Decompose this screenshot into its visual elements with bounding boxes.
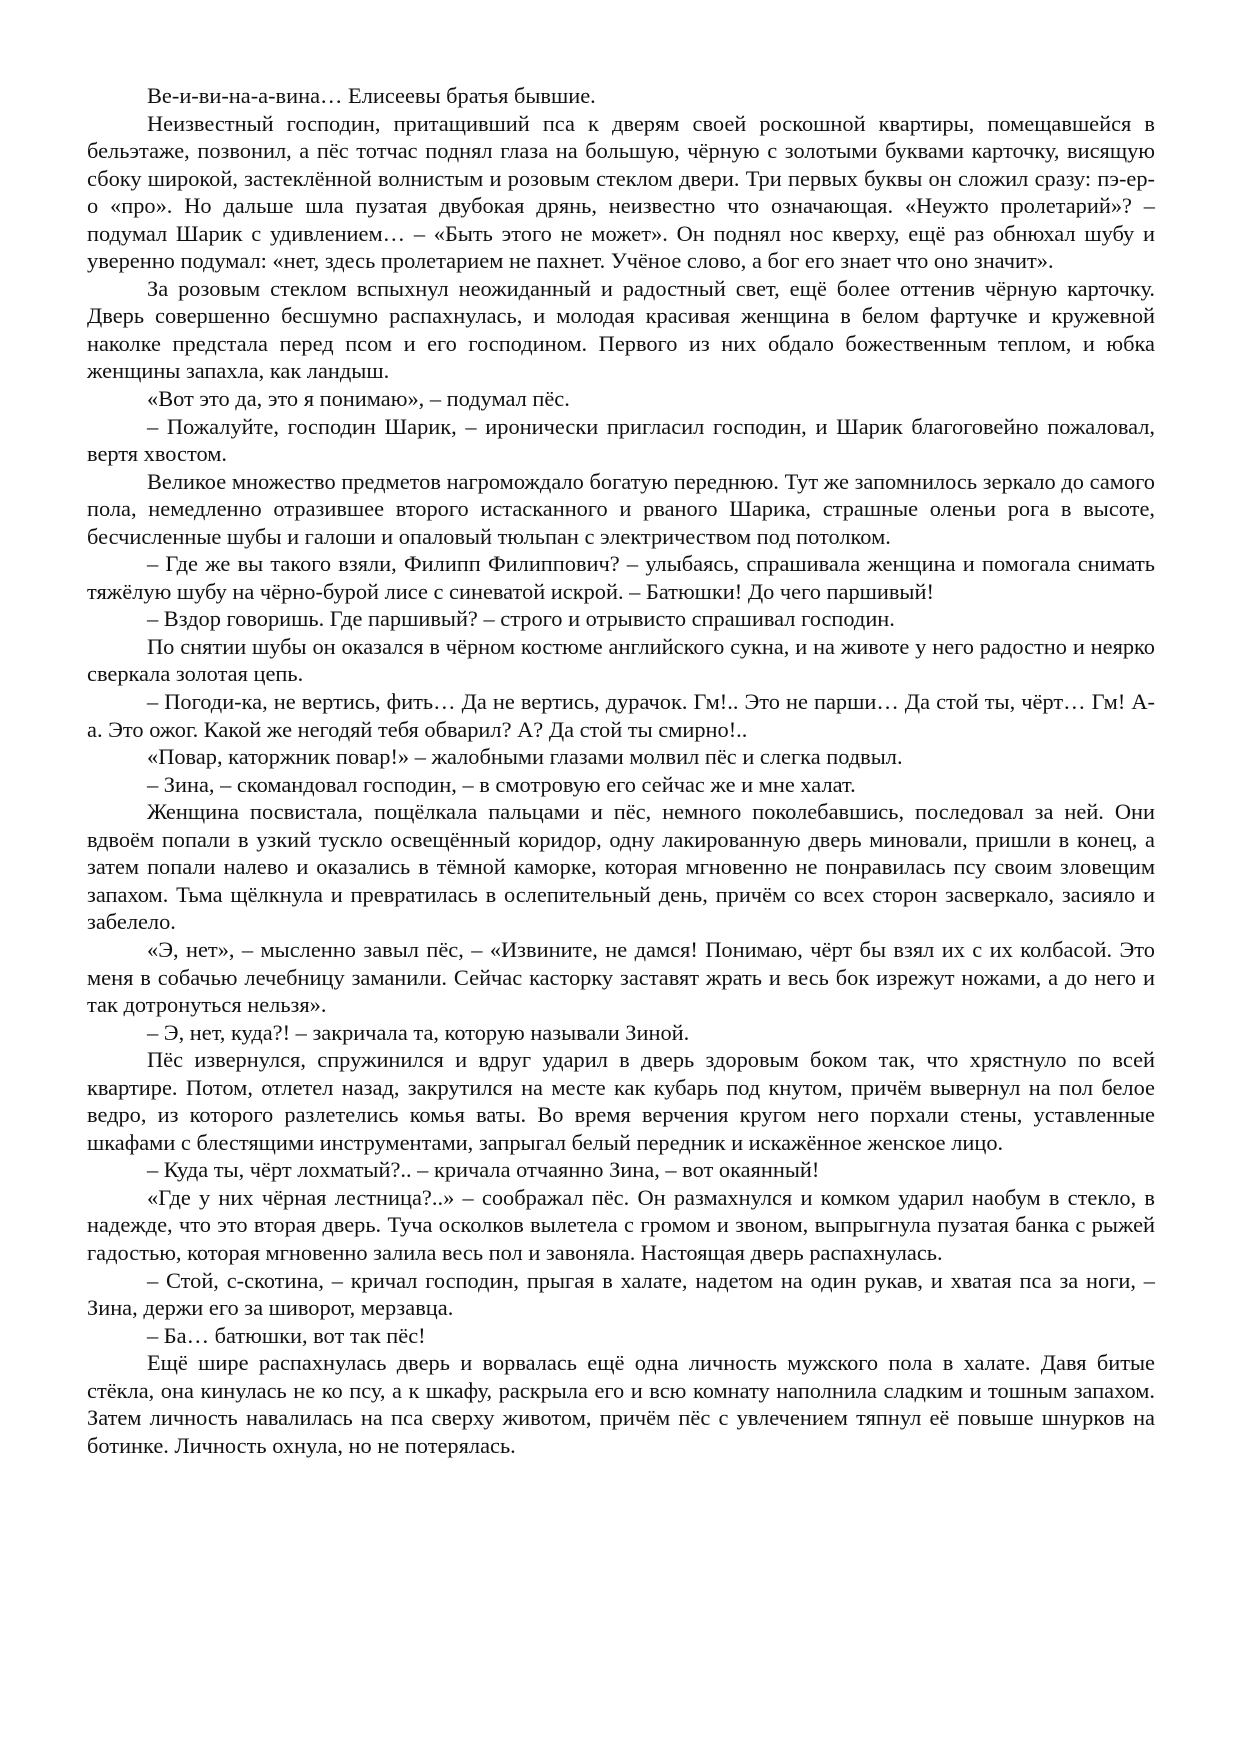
paragraph: «Где у них чёрная лестница?..» – соображал пёс. Он размахнулся и комком ударил наобум в стекло, в надежде, что это вторая дверь. Туча осколков вылетела с громом и звоном, выпрыгнула пузатая банка с рыжей гадостью, которая мгновенно залила весь пол и завоняла. Настоящая дверь распахнулась.	[87, 1184, 1155, 1265]
paragraph: Ещё шире распахнулась дверь и ворвалась ещё одна личность мужского пола в халате. Давя битые стёкла, она кинулась не ко псу, а к шкафу, раскрыла его и всю комнату наполнила сладким и тошным запахом. Затем личность навалилась на пса сверху животом, причём пёс с увлечением тяпнул её повыше шнурков на ботинке. Личность охнула, но не потерялась.	[87, 1350, 1155, 1458]
paragraph: – Вздор говоришь. Где паршивый? – строго и отрывисто спрашивал господин.	[147, 606, 895, 632]
paragraph: – Ба… батюшки, вот так пёс!	[147, 1322, 426, 1348]
paragraph: – Зина, – скомандовал господин, – в смотровую его сейчас же и мне халат.	[147, 771, 856, 797]
paragraph: – Пожалуйте, господин Шарик, – иронически пригласил господин, и Шарик благоговейно пожаловал, вертя хвостом.	[87, 413, 1155, 467]
paragraph: – Стой, с-скотина, – кричал господин, прыгая в халате, надетом на один рукав, и хватая пса за ноги, – Зина, держи его за шиворот, мерзавца.	[87, 1267, 1155, 1321]
document-page	[87, 82, 1155, 1459]
paragraph: «Вот это да, это я понимаю», – подумал пёс.	[147, 386, 570, 412]
paragraph: По снятии шубы он оказался в чёрном костюме английского сукна, и на животе у него радостно и неярко сверкала золотая цепь.	[87, 633, 1155, 687]
paragraph: Пёс извернулся, спружинился и вдруг ударил в дверь здоровым боком так, что хрястнуло по всей квартире. Потом, отлетел назад, закрутился на месте как кубарь под кнутом, причём вывернул на пол белое ведро, из которого разлетелись комья ваты. Во время верчения кругом него порхали стены, уставленные шкафами с блестящими инструментами, запрыгал белый передник и искажённое женское лицо.	[87, 1047, 1155, 1155]
paragraph: «Э, нет», – мысленно завыл пёс, – «Извините, не дамся! Понимаю, чёрт бы взял их с их колбасой. Это меня в собачью лечебницу заманили. Сейчас касторку заставят жрать и весь бок изрежут ножами, а до него и так дотронуться нельзя».	[87, 936, 1155, 1018]
paragraph: «Повар, каторжник повар!» – жалобными глазами молвил пёс и слегка подвыл.	[147, 744, 903, 770]
paragraph: Женщина посвистала, пощёлкала пальцами и пёс, немного поколебавшись, последовал за ней. Они вдвоём попали в узкий тускло освещённый коридор, одну лакированную дверь миновали, пришли в конец, а затем попали налево и оказались в тёмной каморке, которая мгновенно не понравилась псу своим зловещим запахом. Тьма щёлкнула и превратилась в ослепительный день, причём со всех сторон засверкало, засияло и забелело.	[87, 799, 1155, 935]
paragraph: – Э, нет, куда?! – закричала та, которую называли Зиной.	[147, 1019, 690, 1045]
paragraph: – Где же вы такого взяли, Филипп Филиппович? – улыбаясь, спрашивала женщина и помогала снимать тяжёлую шубу на чёрно-бурой лисе с синеватой искрой. – Батюшки! До чего паршивый!	[87, 551, 1155, 604]
paragraph: Великое множество предметов нагромождало богатую переднюю. Тут же запомнилось зеркало до самого пола, немедленно отразившее второго истасканного и рваного Шарика, страшные оленьи рога в высоте, бесчисленные шубы и галоши и опаловый тюльпан с электричеством под потолком.	[87, 468, 1155, 549]
paragraph: За розовым стеклом вспыхнул неожиданный и радостный свет, ещё более оттенив чёрную карточку. Дверь совершенно бесшумно распахнулась, и молодая красивая женщина в белом фартучке и кружевной наколке предстала перед псом и его господином. Первого из них обдало божественным теплом, и юбка женщины запахла, как ландыш.	[87, 275, 1155, 384]
paragraph: – Куда ты, чёрт лохматый?.. – кричала отчаянно Зина, – вот окаянный!	[147, 1157, 820, 1183]
paragraph: – Погоди-ка, не вертись, фить… Да не вертись, дурачок. Гм!.. Это не парши… Да стой ты, чёрт… Гм! А-а. Это ожог. Какой же негодяй тебя обварил? А? Да стой ты смирно!..	[87, 689, 1155, 742]
paragraph: Ве-и-ви-на-а-вина… Елисеевы братья бывшие.	[147, 83, 596, 108]
paragraph: Неизвестный господин, притащивший пса к дверям своей роскошной квартиры, помещавшейся в бельэтаже, позвонил, а пёс тотчас поднял глаза на большую, чёрную с золотыми буквами карточку, висящую сбоку широкой, застеклённой волнистым и розовым стеклом двери. Три первых буквы он сложил сразу: пэ-ер-о «про». Но дальше шла пузатая двубокая дрянь, неизвестно что означающая. «Неужто пролетарий»? – подумал Шарик с удивлением… – «Быть этого не может». Он поднял нос кверху, ещё раз обнюхал шубу и уверенно подумал: «нет, здесь пролетарием не пахнет. Учёное слово, а бог его знает что оно значит».	[87, 110, 1155, 274]
